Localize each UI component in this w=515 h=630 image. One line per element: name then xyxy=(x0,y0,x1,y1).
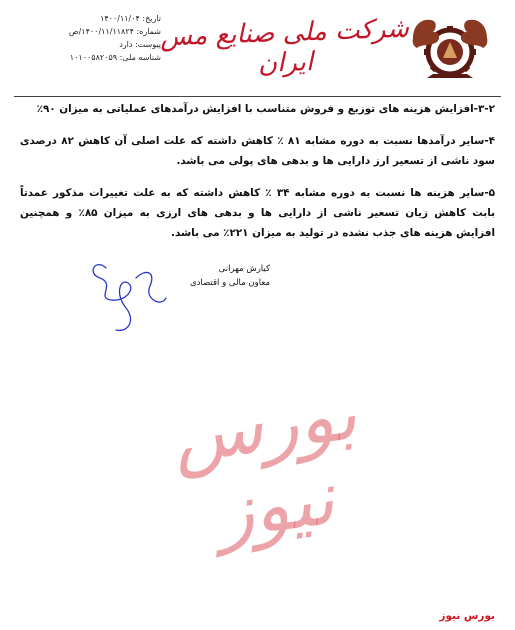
paragraph-5: ۵-سایر هزینه ها نسبت به دوره مشابه ۳۴ ٪ کاهش داشته که به علت تغییرات مذکور عمدتاً بابت کاهش زیان تسعیر ناشی از دارایی ها و بدهی های ارزی به میزان ۸۵٪ و همچنین افزایش هزینه های جذب نشده در تولید به میزان ۲۲۱٪ می باشد. xyxy=(20,187,495,239)
signatory-name: کیارش مهرانی xyxy=(218,264,270,274)
national-id: شناسه ملی: ۱۰۱۰۰۵۸۲۰۵۹ xyxy=(69,53,161,62)
paragraph-3-2: ۳-۲-افزایش هزینه های توزیع و فروش متناسب با افزایش درآمدهای عملیاتی به میزان ۹۰٪ xyxy=(36,103,495,115)
letter-number: شماره: ۱۴۰۰/۱۱/۱۱۸۲۴/ص xyxy=(68,27,161,36)
letter-attachment: پیوست: دارد xyxy=(119,40,161,49)
footer-brand: بورس نیوز xyxy=(439,610,495,622)
letter-body xyxy=(20,99,495,255)
header-divider xyxy=(14,96,501,97)
letter-date: تاریخ: ۱۴۰۰/۱۱/۰۴ xyxy=(100,14,161,23)
handwritten-signature xyxy=(66,238,176,338)
signatory-title: معاون مالی و اقتصادی xyxy=(189,278,270,288)
letter-meta xyxy=(26,12,161,64)
lion-gear-emblem-icon xyxy=(407,8,493,82)
paragraph-4: ۴-سایر درآمدها نسبت به دوره مشابه ۸۱ ٪ کاهش داشته که علت اصلی آن کاهش ۸۲ درصدی سود ناشی از تسعیر ارز دارایی ها و بدهی های پولی می باشد. xyxy=(20,135,495,167)
watermark-text: بورس نیوز xyxy=(166,369,362,557)
company-name: شرکت ملی صنایع مس ایران xyxy=(159,13,410,79)
